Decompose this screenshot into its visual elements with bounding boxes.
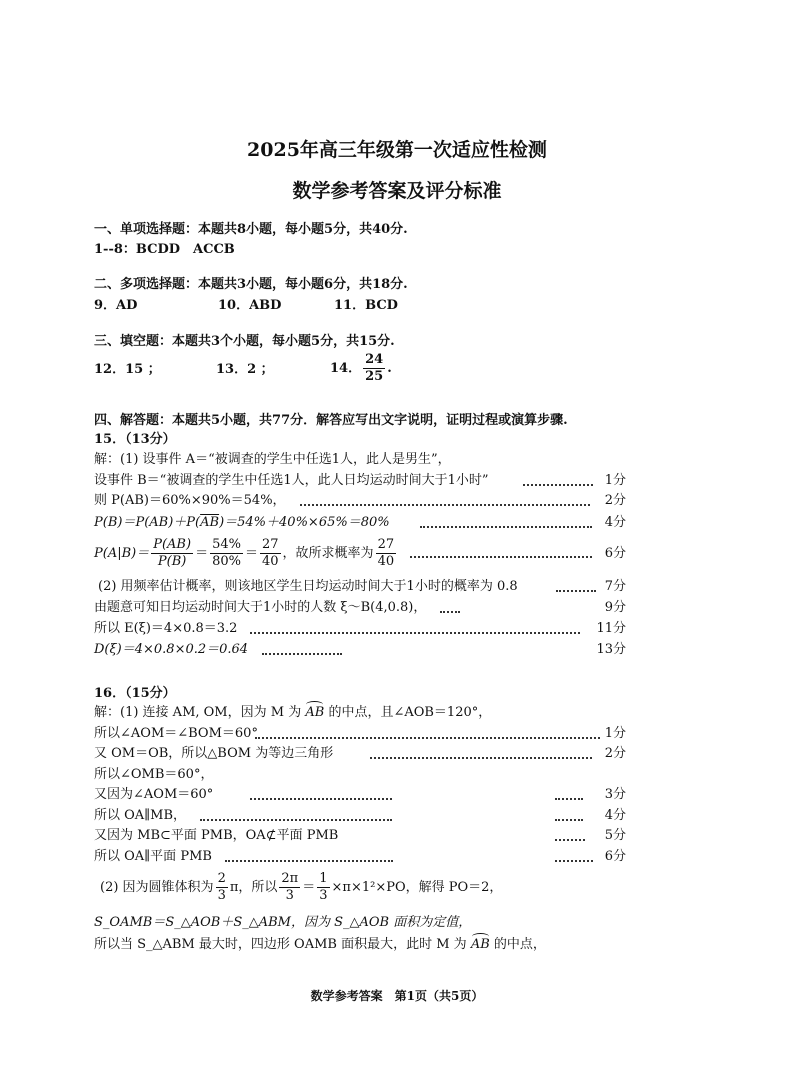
q16-score-5: 5分 xyxy=(604,828,626,843)
fraction-numerator: 27 xyxy=(377,537,395,552)
leader-dots xyxy=(225,860,393,862)
leader-dots xyxy=(420,526,592,528)
leader-dots xyxy=(300,504,590,506)
leader-dots xyxy=(200,819,392,821)
leader-dots xyxy=(262,653,342,655)
section-3-heading: 三、填空题：本题共3个小题，每小题5分，共15分. xyxy=(94,334,395,349)
leader-dots xyxy=(556,590,596,592)
q15-line-9: D(ξ)＝4×0.8×0.2＝0.64 xyxy=(94,642,249,657)
fraction-numerator: P(AB) xyxy=(153,537,192,552)
section-2-heading: 二、多项选择题：本题共3小题，每小题6分，共18分. xyxy=(94,277,408,292)
leader-dots xyxy=(410,556,592,558)
q15-line-2: 设事件 B＝“被调查的学生中任选1人，此人日均运动时间大于1小时” xyxy=(94,473,489,488)
q15-score-6: 9分 xyxy=(604,600,626,615)
q16-line-8: 所以 OA∥平面 PMB xyxy=(94,849,212,864)
fraction xyxy=(260,537,281,570)
fraction-numerator: 2π xyxy=(281,871,299,886)
answer-14-fraction xyxy=(363,352,385,385)
q15-heading: 15．（13分） xyxy=(94,432,176,447)
leader-dots xyxy=(250,632,580,634)
conclusion-text: ，故所求概率为 xyxy=(282,546,374,561)
answer-9: 9．AD xyxy=(94,298,138,313)
equals-sign: ＝ xyxy=(195,546,209,561)
q16-score-1: 1分 xyxy=(604,726,626,741)
q15-score-5: 7分 xyxy=(604,579,626,594)
q16-heading: 16．（15分） xyxy=(94,686,176,701)
q15-line-3: 则 P(AB)＝60%×90%＝54%， xyxy=(94,493,286,508)
leader-dots xyxy=(555,839,585,841)
q15-line-7: 由题意可知日均运动时间大于1小时的人数 ξ～B(4,0.8)， xyxy=(94,600,427,615)
q15-line-4 xyxy=(94,514,390,532)
fraction-denominator: 40 xyxy=(377,554,395,569)
fraction-denominator: 25 xyxy=(365,369,384,384)
q16-line-11-part-b: 的中点， xyxy=(493,937,546,952)
q16-score-4: 4分 xyxy=(604,808,626,823)
equals-sign: ＝ xyxy=(302,880,316,895)
section-1-heading: 一、单项选择题：本题共8小题，每小题5分，共40分. xyxy=(94,222,408,237)
fraction xyxy=(317,871,329,904)
equals-sign: ＝ xyxy=(244,546,258,561)
q15-score-1: 1分 xyxy=(604,473,626,488)
answer-14 xyxy=(330,352,392,385)
q16-line-9-part-d: ×π×1²×PO，解得 PO＝2， xyxy=(331,880,503,895)
q15-score-3: 4分 xyxy=(604,515,626,530)
exam-title: 2025年高三年级第一次适应性检测 xyxy=(247,139,547,161)
fraction-numerator: 2 xyxy=(217,871,226,886)
answer-14-end: . xyxy=(387,361,392,376)
fraction-denominator: 80% xyxy=(212,554,241,569)
fraction-numerator: 54% xyxy=(212,537,241,552)
leader-dots xyxy=(250,798,392,800)
q15-line-1: 解：(1) 设事件 A＝“被调查的学生中任选1人，此人是男生”， xyxy=(94,452,451,467)
fraction xyxy=(376,537,397,570)
q16-line-10: S_OAMB＝S_△AOB＋S_△ABM，因为 S_△AOB 面积为定值， xyxy=(94,915,472,930)
q16-score-3: 3分 xyxy=(604,787,626,802)
fraction-numerator: 1 xyxy=(319,871,328,886)
q16-line-6: 所以 OA∥MB， xyxy=(94,808,187,823)
answer-14-label: 14． xyxy=(330,361,362,376)
answer-13: 13．2 ； xyxy=(216,362,274,377)
q16-line-9-part-a: (2) 因为圆锥体积为 xyxy=(100,880,214,895)
fraction-denominator: 3 xyxy=(217,888,226,903)
fraction-numerator: 27 xyxy=(262,537,279,552)
q15-line-8: 所以 E(ξ)＝4×0.8＝3.2 xyxy=(94,621,238,636)
section-4-heading: 四、解答题：本题共5小题，共77分．解答应写出文字说明，证明过程或演算步骤. xyxy=(94,413,568,428)
fraction xyxy=(216,871,228,904)
page-footer: 数学参考答案 第1页（共5页） xyxy=(310,989,484,1003)
q15-score-8: 13分 xyxy=(596,642,626,657)
leader-dots xyxy=(555,860,593,862)
q16-line-9 xyxy=(100,868,502,908)
fraction-denominator: 3 xyxy=(319,888,328,903)
q16-line-11-part-a: 所以当 S_△ABM 最大时，四边形 OAMB 面积最大，此时 M 为 xyxy=(94,937,467,952)
q16-line-2: 所以∠AOM＝∠BOM＝60° xyxy=(94,726,258,741)
leader-dots xyxy=(440,611,460,613)
leader-dots xyxy=(555,819,583,821)
exam-subtitle: 数学参考答案及评分标准 xyxy=(292,180,502,202)
fraction-numerator: 24 xyxy=(365,352,384,367)
fraction-denominator: 40 xyxy=(262,554,279,569)
q16-line-1-part-a: 解：(1) 连接 AM, OM，因为 M 为 xyxy=(94,705,302,720)
q15-score-7: 11分 xyxy=(596,621,626,636)
answer-11: 11．BCD xyxy=(334,298,398,313)
fraction-denominator: P(B) xyxy=(157,554,187,569)
fraction-denominator: 3 xyxy=(285,888,294,903)
arc-ab: AB xyxy=(470,937,490,952)
q15-line-4-complement: $\overline{AB}$ xyxy=(200,515,220,530)
q15-score-4: 6分 xyxy=(604,546,626,561)
answer-12: 12．15 ； xyxy=(94,362,161,377)
leader-dots xyxy=(370,757,592,759)
q16-line-1 xyxy=(94,704,491,722)
fraction xyxy=(210,537,243,570)
leader-dots xyxy=(255,737,600,739)
section-1-answers: 1--8：BCDD ACCB xyxy=(94,242,235,257)
fraction xyxy=(279,871,300,904)
q16-line-1-part-b: 的中点，且∠AOB＝120°， xyxy=(328,705,492,720)
q15-line-4-part-c: )＝54%＋40%×65%＝80% xyxy=(219,515,390,530)
q16-line-4: 所以∠OMB＝60°， xyxy=(94,767,214,782)
leader-dots xyxy=(555,798,583,800)
conditional-prob-label: P(A|B)＝ xyxy=(94,546,150,561)
q15-score-2: 2分 xyxy=(604,493,626,508)
q16-line-3: 又 OM＝OB，所以△BOM 为等边三角形 xyxy=(94,746,334,761)
q16-line-7: 又因为 MB⊂平面 PMB，OA⊄平面 PMB xyxy=(94,828,339,843)
q15-line-4-part-a: P(B)＝P(AB)＋P( xyxy=(94,515,201,530)
q15-line-5 xyxy=(94,534,398,574)
q16-line-11 xyxy=(94,936,546,954)
q16-score-2: 2分 xyxy=(604,746,626,761)
q16-score-6: 6分 xyxy=(604,849,626,864)
q16-line-9-part-b: π，所以 xyxy=(229,880,278,895)
leader-dots xyxy=(523,484,593,486)
answer-10: 10．ABD xyxy=(218,298,282,313)
q15-line-6: (2) 用频率估计概率，则该地区学生日均运动时间大于1小时的概率为 0.8 xyxy=(98,579,518,594)
q16-line-5: 又因为∠AOM＝60° xyxy=(94,787,214,802)
fraction xyxy=(151,537,193,570)
arc-ab: AB xyxy=(305,705,325,720)
